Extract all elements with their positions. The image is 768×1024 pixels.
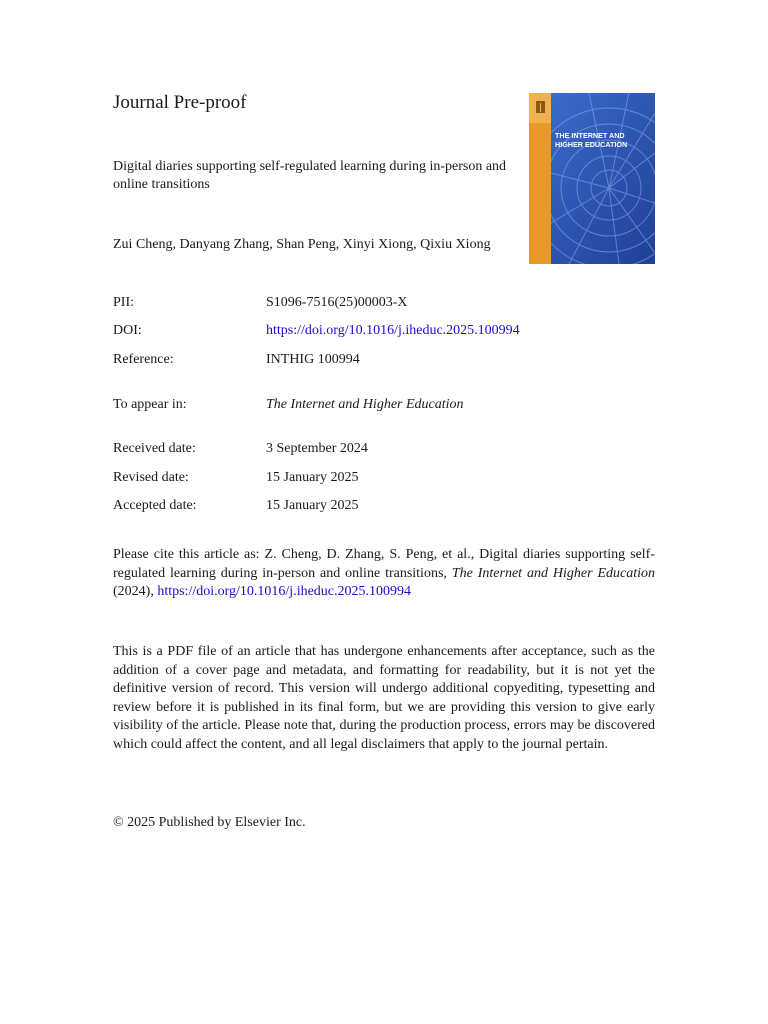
citation-journal: The Internet and Higher Education bbox=[451, 565, 655, 581]
pii-label: PII: bbox=[113, 295, 134, 310]
journal-cover-image bbox=[529, 93, 655, 264]
appear-in-label: To appear in: bbox=[113, 397, 187, 412]
disclaimer-paragraph: This is a PDF file of an article that has undergone enhancements after acceptance, such as the addition of a cover page and metadata, and formatting for readability, but it is not yet the definitive version of record. This version will undergo additional copyediting, typesetting and review before it is published in its final form, but we are providing this version to give early visibility of the article. Please note that, during the production process, errors may be discovered which could affect the content, and all legal disclaimers that apply to the journal pertain. bbox=[113, 644, 655, 752]
cover-title-line1: THE INTERNET AND bbox=[555, 131, 625, 140]
received-date-label: Received date: bbox=[113, 441, 196, 456]
elsevier-tree-icon bbox=[536, 101, 545, 113]
article-authors: Zui Cheng, Danyang Zhang, Shan Peng, Xinyi Xiong, Qixiu Xiong bbox=[113, 237, 491, 252]
citation-doi-link[interactable]: https://doi.org/10.1016/j.iheduc.2025.100994 bbox=[157, 584, 412, 600]
accepted-date-label: Accepted date: bbox=[113, 498, 197, 513]
appear-in-journal: The Internet and Higher Education bbox=[266, 397, 464, 412]
journal-preproof-heading: Journal Pre-proof bbox=[113, 92, 247, 113]
received-date-value: 3 September 2024 bbox=[266, 441, 368, 456]
revised-date-label: Revised date: bbox=[113, 470, 189, 485]
pii-value: S1096-7516(25)00003-X bbox=[266, 295, 408, 310]
reference-label: Reference: bbox=[113, 352, 174, 367]
citation-text: Please cite this article as: Z. Cheng, D. Zhang, S. Peng, et al., Digital diaries supporting self-regulated learning during in-person and online transitions, bbox=[113, 547, 655, 581]
citation-year: (2024), bbox=[113, 584, 158, 600]
article-title: Digital diaries supporting self-regulated learning during in-person and online transitions bbox=[113, 159, 507, 192]
accepted-date-value: 15 January 2025 bbox=[266, 498, 359, 513]
citation-paragraph bbox=[113, 546, 655, 602]
cover-title-line2: HIGHER EDUCATION bbox=[555, 140, 628, 149]
doi-label: DOI: bbox=[113, 323, 142, 338]
reference-value: INTHIG 100994 bbox=[266, 352, 360, 367]
revised-date-value: 15 January 2025 bbox=[266, 470, 359, 485]
doi-link[interactable]: https://doi.org/10.1016/j.iheduc.2025.100994 bbox=[266, 323, 520, 338]
copyright-notice: © 2025 Published by Elsevier Inc. bbox=[113, 815, 306, 830]
